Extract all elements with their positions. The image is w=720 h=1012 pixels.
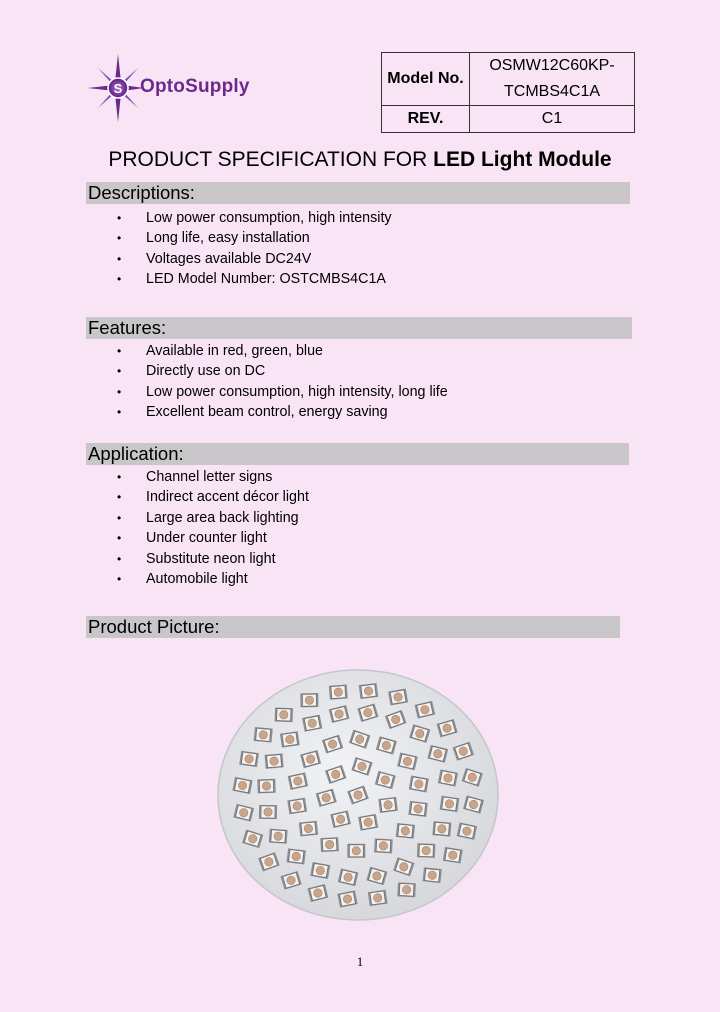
application-heading: Application: [86,443,629,465]
list-item-text: LED Model Number: OSTCMBS4C1A [146,271,386,288]
led-chip [396,823,415,839]
model-row [382,53,635,106]
led-chip [265,753,284,769]
led-chip [269,829,288,844]
led-chip [275,707,293,722]
led-chip [259,805,277,819]
list-item-text: Directly use on DC [146,363,266,380]
led-chip [300,693,318,707]
bullet: • [117,231,122,246]
led-chip [286,848,306,864]
bullet: • [117,251,122,266]
led-chip [374,838,393,853]
bullet: • [117,470,122,484]
bullet: • [117,211,122,225]
bullet: • [117,364,122,379]
led-chip [397,882,416,897]
title-emphasis: LED Light Module [433,148,612,171]
list-item-text: Low power consumption, high intensity, long life [146,383,448,400]
led-module-board-image [216,668,500,922]
list-item-text: Long life, easy installation [146,230,310,247]
model-info-table [381,52,635,133]
list-item-text: Large area back lighting [146,509,299,526]
led-chip [440,796,460,812]
page-number: 1 [356,954,364,969]
rev-value: C1 [470,106,635,133]
led-chip [359,683,379,699]
led-chip [368,890,388,906]
bullet: • [117,405,122,420]
bullet: • [117,344,122,358]
led-chip [423,867,442,883]
title-prefix: PRODUCT SPECIFICATION FOR [108,148,434,171]
model-value-line2: TCMBS4C1A [503,83,601,100]
led-chip [239,751,259,767]
document-title [0,148,720,172]
bullet: • [117,490,122,505]
list-item-text: Channel letter signs [146,469,273,485]
list-item-text: Voltages available DC24V [146,250,312,267]
company-logo [86,52,296,124]
list-item-text: Automobile light [146,570,248,587]
product-picture-heading: Product Picture: [86,616,620,638]
led-chip [417,843,435,858]
rev-row [382,106,635,133]
bullet: • [117,571,122,586]
bullet: • [117,531,122,546]
list-item-text: Low power consumption, high intensity [146,210,392,226]
led-chip [254,727,273,743]
list-item-text: Substitute neon light [146,550,276,567]
led-chip [320,837,339,852]
bullet: • [117,551,122,566]
led-chip [257,779,275,794]
descriptions-heading: Descriptions: [86,182,630,204]
led-chip [347,844,365,858]
led-chip [299,821,318,837]
model-value-line1: OSMW12C60KP- [489,57,615,74]
led-chip [443,847,463,864]
led-chip [432,821,451,837]
model-label: Model No. [382,53,470,106]
bullet: • [117,384,122,399]
list-item-text: Available in red, green, blue [146,343,323,359]
list-item-text: Indirect accent décor light [146,489,309,506]
star-emblem-icon [86,52,146,124]
led-chip [287,798,307,815]
svg-text:S: S [113,81,123,96]
led-chip [329,684,348,699]
features-heading: Features: [86,317,632,339]
led-chip [408,801,428,817]
logo-text: OptoSupply [140,76,250,97]
list-item-text: Under counter light [146,530,267,547]
led-chip [378,797,398,813]
bullet: • [117,510,122,525]
bullet: • [117,272,122,287]
rev-label: REV. [382,106,470,133]
list-item-text: Excellent beam control, energy saving [146,404,388,421]
led-chip [280,731,300,747]
model-value [470,53,635,106]
